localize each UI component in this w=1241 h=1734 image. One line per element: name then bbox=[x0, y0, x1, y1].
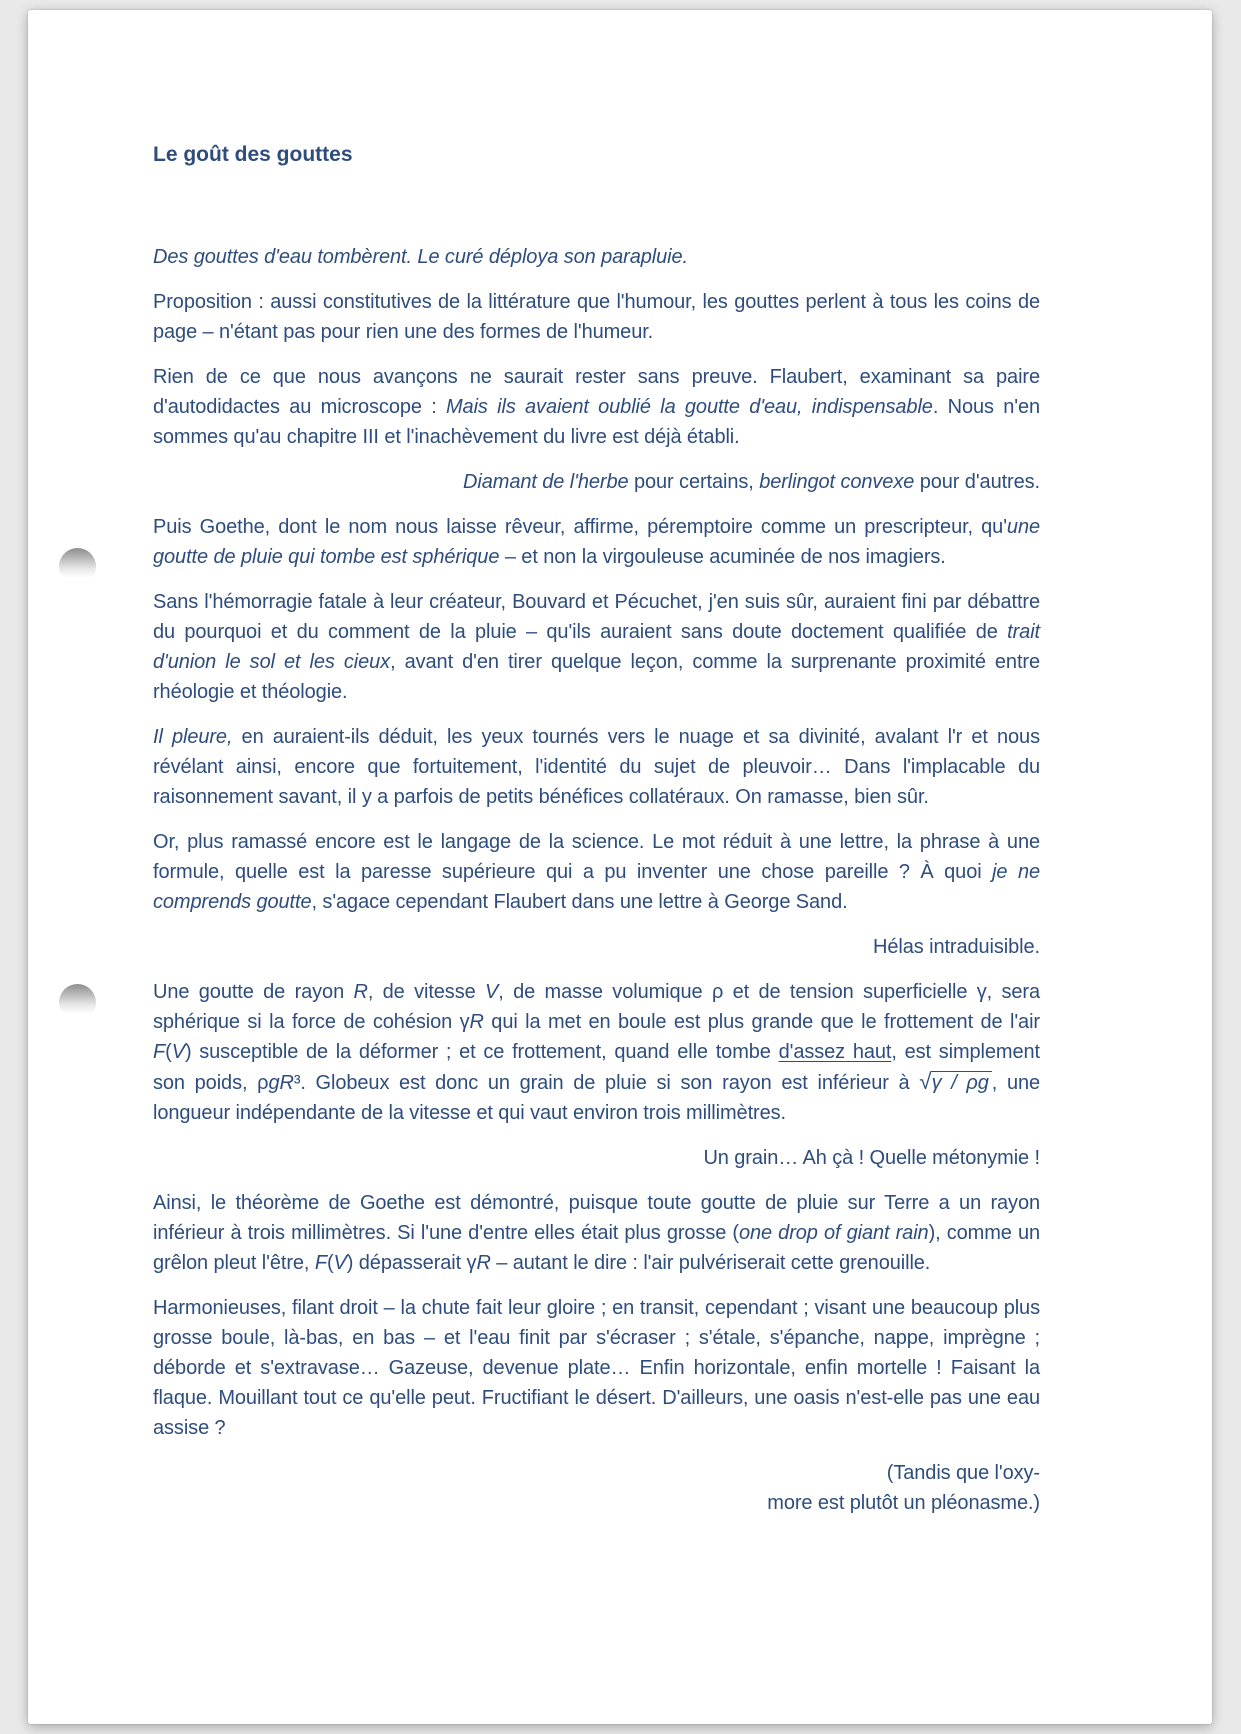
text-segment: , de masse volumique ρ et de tension superficielle γ, sera sphérique si la force de cohésion γ bbox=[153, 981, 1040, 1033]
radicand: γ / ρg bbox=[931, 1071, 992, 1094]
paragraph-theoreme bbox=[153, 1188, 1040, 1278]
text-segment: ( bbox=[326, 1252, 334, 1274]
paragraph-diamant bbox=[153, 467, 1040, 497]
text-segment: , est simplement son poids, ρ bbox=[153, 1041, 1040, 1094]
text-segment: berlingot convexe bbox=[759, 471, 915, 493]
text-segment: ) dépasserait γ bbox=[346, 1252, 477, 1274]
text-segment: one drop of giant rain bbox=[738, 1222, 929, 1244]
text-segment: en auraient-ils déduit, les yeux tournés vers le nuage et sa divinité, avalant l'r et nous révélant ainsi, encore que fortuitement, l'identité du sujet de pleuvoir… Dans l'implacable du raisonnement savant, il y a parfois de petits bénéfices collatéraux. On ramasse, bien sûr. bbox=[153, 726, 1040, 808]
paragraph-helas bbox=[153, 932, 1040, 962]
page-title: Le goût des gouttes bbox=[153, 143, 353, 166]
text-segment: pour certains, bbox=[628, 471, 760, 493]
paragraph-oxymore bbox=[153, 1458, 1040, 1518]
text-segment: , s'agace cependant Flaubert dans une lettre à George Sand. bbox=[311, 891, 848, 913]
paragraph-goethe bbox=[153, 512, 1040, 572]
text-segment: . Nous n'en sommes qu'au chapitre III et l'inachèvement du livre est déjà établi. bbox=[153, 396, 1040, 448]
text-segment: V bbox=[333, 1252, 347, 1274]
text-segment: F bbox=[314, 1252, 327, 1274]
text-segment: Une goutte de rayon bbox=[153, 981, 354, 1003]
text-segment: ) susceptible de la déformer ; et ce frottement, quand elle tombe bbox=[184, 1041, 779, 1063]
text-segment: gR bbox=[268, 1072, 294, 1094]
text-segment: , avant d'en tirer quelque leçon, comme la surprenante proximité entre rhéologie et théologie. bbox=[153, 651, 1040, 703]
text-segment: V bbox=[171, 1041, 185, 1063]
text-segment: R bbox=[476, 1252, 491, 1274]
text-segment: une goutte de pluie qui tombe est sphérique bbox=[153, 516, 1040, 568]
text-segment: Harmonieuses, filant droit – la chute fait leur gloire ; en transit, cependant ; visant une beaucoup plus grosse boule, là-bas, en bas – et l'eau finit par s'écraser ; s'étale, s'épanche, nappe, imprègne ; déborde et s'extravase… Gazeuse, devenue plate… Enfin horizontale, enfin mortelle ! Faisant la flaque. Mouillant tout ce qu'elle peut. Fructifiant le désert. D'ailleurs, une oasis n'est-elle pas une eau assise ? bbox=[153, 1297, 1040, 1439]
text-segment: V bbox=[485, 981, 499, 1003]
text-segment: trait d'union le sol et les cieux bbox=[153, 621, 1040, 673]
text-segment: Mais ils avaient oublié la goutte d'eau, indispensable bbox=[445, 396, 933, 418]
link-dassez-haut[interactable]: d'assez haut bbox=[778, 1041, 892, 1063]
paragraph-flaubert-preuve bbox=[153, 362, 1040, 452]
text-segment: Des gouttes d'eau tombèrent. Le curé déploya son parapluie. bbox=[153, 246, 688, 268]
text-segment: pour d'autres. bbox=[914, 471, 1040, 493]
text-segment: Ainsi, le théorème de Goethe est démontré, puisque toute goutte de pluie sur Terre a un rayon inférieur à trois millimètres. Si l'une d'entre elles était plus grosse ( bbox=[153, 1192, 1040, 1244]
text-segment: R bbox=[353, 981, 368, 1003]
document-body bbox=[153, 242, 1040, 1518]
radical-sign-icon: √ bbox=[919, 1069, 932, 1094]
paragraph-proposition bbox=[153, 287, 1040, 347]
paragraph-il-pleure bbox=[153, 722, 1040, 812]
paragraph-langage-science bbox=[153, 827, 1040, 917]
text-segment: Il pleure, bbox=[153, 726, 233, 748]
text-segment: Puis Goethe, dont le nom nous laisse rêveur, affirme, péremptoire comme un prescripteur, qu' bbox=[153, 516, 1007, 538]
text-segment: R bbox=[469, 1011, 484, 1033]
text-segment: qui la met en boule est plus grande que le frottement de l'air bbox=[483, 1011, 1040, 1033]
text-segment: F bbox=[153, 1041, 166, 1063]
paragraph-bouvard-pecuchet bbox=[153, 587, 1040, 707]
text-segment: Or, plus ramassé encore est le langage de la science. Le mot réduit à une lettre, la phrase à une formule, quelle est la paresse supérieure qui a pu inventer une chose pareille ? À quoi bbox=[153, 831, 1040, 883]
sqrt-formula bbox=[919, 1069, 991, 1094]
text-segment: Proposition : aussi constitutives de la littérature que l'humour, les gouttes perlent à tous les coins de page – n'étant pas pour rien une des formes de l'humeur. bbox=[153, 291, 1040, 343]
paragraph-physique-goutte bbox=[153, 977, 1040, 1128]
text-segment: , de vitesse bbox=[367, 981, 486, 1003]
paragraph-epigraph bbox=[153, 242, 1040, 272]
text-segment: Rien de ce que nous avançons ne saurait rester sans preuve. Flaubert, examinant sa paire d'autodidactes au microscope : bbox=[153, 366, 1040, 418]
hole-punch-top bbox=[59, 548, 96, 585]
text-segment: (Tandis que l'oxy- bbox=[886, 1462, 1040, 1484]
text-segment: Sans l'hémorragie fatale à leur créateur, Bouvard et Pécuchet, j'en suis sûr, auraient fini par débattre du pourquoi et du comment de la pluie – qu'ils auraient sans doute doctement qualifiée de bbox=[153, 591, 1040, 643]
text-segment: – autant le dire : l'air pulvériserait cette grenouille. bbox=[490, 1252, 931, 1274]
hole-punch-bottom bbox=[59, 984, 96, 1021]
text-segment: Hélas intraduisible. bbox=[873, 936, 1040, 958]
paragraph-harmonieuses bbox=[153, 1293, 1040, 1443]
text-segment: Diamant de l'herbe bbox=[463, 471, 629, 493]
text-segment: more est plutôt un pléonasme.) bbox=[767, 1492, 1040, 1514]
paragraph-un-grain bbox=[153, 1143, 1040, 1173]
text-segment: Un grain… Ah çà ! Quelle métonymie ! bbox=[703, 1147, 1040, 1169]
text-segment: je ne comprends goutte bbox=[153, 861, 1040, 913]
text-segment: ³ bbox=[293, 1072, 301, 1094]
text-segment: ), comme un grêlon pleut l'être, bbox=[153, 1222, 1040, 1274]
paper-sheet bbox=[28, 10, 1212, 1724]
text-segment: ( bbox=[165, 1041, 172, 1063]
text-segment: – et non la virgouleuse acuminée de nos imagiers. bbox=[499, 546, 946, 568]
text-segment: . Globeux est donc un grain de pluie si son rayon est inférieur à bbox=[300, 1072, 920, 1094]
text-segment: , une longueur indépendante de la vitesse et qui vaut environ trois millimètres. bbox=[153, 1072, 1041, 1124]
